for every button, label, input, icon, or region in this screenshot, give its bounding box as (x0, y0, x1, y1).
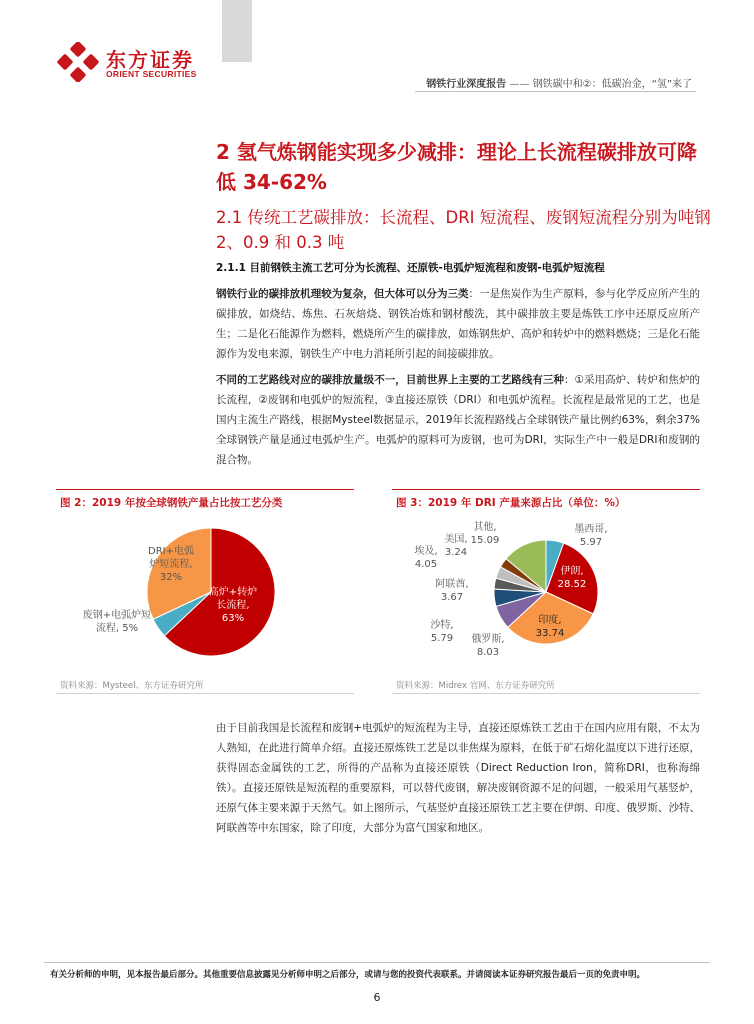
figure-3-title: 图 3：2019 年 DRI 产量来源占比（单位：%） (396, 497, 626, 509)
pie2-label-egypt-line1: 埃及, (414, 546, 438, 557)
pie2-label-saudi (424, 619, 460, 645)
pie1-label-scrap (76, 609, 158, 635)
section-heading-3: 2.1.1 目前钢铁主流工艺可分为长流程、还原铁-电弧炉短流程和废钢-电弧炉短流程 (216, 262, 605, 274)
header-grey-tab (222, 0, 252, 62)
report-subtitle: 钢铁碳中和②：低碳冶金，“氢”来了 (532, 79, 692, 90)
pie2-label-usa-line2: 3.24 (444, 547, 468, 558)
paragraph-1-body: ：一是焦炭作为生产原料，参与化学反应所产生的碳排放，如烧结、炼焦、石灰焙烧、钢铁冶炼和钢材酸洗，其中碳排放主要是炼铁工序中还原反应所产生；二是化石能源作为燃料，燃烧所产生的碳排放，如炼钢焦炉、高炉和转炉中的燃料燃烧；三是化石能源作为发电来源，钢铁生产中电力消耗所引起的间接碳排放。 (216, 288, 701, 360)
header-separator: —— (509, 79, 530, 90)
figure-2-title: 图 2：2019 年按全球钢铁产量占比按工艺分类 (60, 497, 283, 509)
pie2-label-uae-line2: 3.67 (440, 592, 464, 603)
pie2-label-russia (466, 633, 510, 659)
paragraph-3: 由于目前我国是长流程和废钢+电弧炉的短流程为主导，直接还原炼铁工艺由于在国内应用有限，不太为人熟知，在此进行简单介绍。直接还原炼铁工艺是以非焦煤为原料，在低于矿石熔化温度以下进行还原，获得固态金属铁的工艺，所得的产品称为直接还原铁（Direct Reduction Iron，简称DRI，也称海绵铁）。直接还原铁是短流程的重要原料，可以替代废钢，解决废钢资源不足的问题，一般采用气基竖炉，还原气体主要来源于天然气。如上图所示，气基竖炉直接还原铁工艺主要在伊朗、印度、俄罗斯、沙特、阿联酋等中东国家，除了印度，大部分为富气国家和地区。 (216, 722, 700, 834)
pie1-label-scrap-line2: 流程, 5% (95, 623, 139, 634)
pie2-label-india (526, 614, 574, 640)
pie2-label-mexico-line1: 墨西哥, (574, 524, 608, 535)
pie2-label-russia-line2: 8.03 (476, 647, 500, 658)
paragraph-1 (216, 284, 700, 364)
paragraph-2-lead: 不同的工艺路线对应的碳排放量级不一，目前世界上主要的工艺路线有三种 (216, 374, 565, 386)
brand-name-cn: 东方证券 (106, 48, 194, 72)
pie2-label-saudi-line2: 5.79 (430, 633, 454, 644)
figure-2-bottom-rule (56, 693, 354, 694)
figure-2-top-rule (56, 489, 354, 490)
pie2-label-mexico (568, 523, 614, 549)
paragraph-1-lead: 钢铁行业的碳排放机理较为复杂，但大体可以分为三类 (216, 288, 469, 300)
pie2-label-uae-line1: 阿联酋, (435, 579, 469, 590)
footer-divider (44, 962, 710, 963)
header-divider (415, 91, 696, 92)
pie2-label-india-line1: 印度, (538, 615, 562, 626)
pie1-label-bf-line3: 63% (221, 613, 245, 624)
pie2-label-saudi-line1: 沙特, (430, 620, 454, 631)
brand-logo (56, 42, 216, 82)
pie2-label-iran-line1: 伊朗, (560, 566, 584, 577)
pie1-label-dri-line1: DRI+电弧 (148, 546, 194, 557)
pie1-label-dri-line2: 炉短流程, (149, 559, 193, 570)
orient-logo-icon (56, 42, 100, 82)
figure-3-top-rule (392, 489, 700, 490)
figure-3-bottom-rule (392, 693, 700, 694)
pie1-label-bf (200, 586, 266, 625)
pie1-label-dri (137, 545, 205, 584)
page-number: 6 (373, 991, 381, 1004)
figure-3-source: 资料来源：Midrex 官网、东方证券研究所 (396, 681, 555, 691)
pie2-label-usa-line1: 美国, (444, 534, 468, 545)
pie1-label-bf-line2: 长流程, (216, 600, 250, 611)
pie2-label-egypt-line2: 4.05 (414, 559, 438, 570)
section-heading-2: 2.1 传统工艺碳排放：长流程、DRI 短流程、废钢短流程分别为吨钢 2、0.9 和 0.3 吨 (216, 208, 711, 252)
footer-disclaimer: 有关分析师的申明，见本报告最后部分。其他重要信息披露见分析师申明之后部分，或请与您的投资代表联系。并请阅读本证券研究报告最后一页的免责申明。 (50, 970, 646, 980)
pie1-label-bf-line1: 高炉+转炉 (208, 587, 258, 598)
pie2-label-uae (428, 578, 476, 604)
pie2-label-mexico-line2: 5.97 (579, 537, 603, 548)
pie2-label-india-line2: 33.74 (535, 628, 565, 639)
pie2-label-other-line1: 其他, (473, 522, 497, 533)
pie1-label-dri-line3: 32% (159, 572, 183, 583)
pie2-label-iran-line2: 28.52 (557, 579, 587, 590)
paragraph-2-body: ：①采用高炉、转炉和焦炉的长流程，②废钢和电弧炉的短流程，③直接还原铁（DRI）和电弧炉流程。长流程是最常见的工艺，也是国内主流生产路线，根据Mysteel数据显示，2019年长流程路线占全球钢铁产量比例约63%，剩余37%全球钢铁产量是通过电弧炉生产。电弧炉的原料可为废钢，也可为DRI，实际生产中一般是DRI和废钢的混合物。 (216, 374, 700, 466)
pie1-label-scrap-line1: 废钢+电弧炉短 (82, 610, 152, 621)
figure-2-source: 资料来源：Mysteel、东方证券研究所 (60, 681, 204, 691)
brand-name-en: ORIENT SECURITIES (106, 69, 197, 79)
paragraph-2 (216, 370, 700, 470)
section-heading-1: 2 氢气炼钢能实现多少减排：理论上长流程碳排放可降低 34-62% (216, 140, 697, 194)
pie2-label-egypt (408, 545, 444, 571)
report-type: 钢铁行业深度报告 (426, 79, 507, 90)
pie2-label-iran (552, 565, 592, 591)
pie2-label-other-line2: 15.09 (470, 535, 500, 546)
report-header (426, 75, 692, 90)
pie2-label-russia-line1: 俄罗斯, (471, 634, 505, 645)
